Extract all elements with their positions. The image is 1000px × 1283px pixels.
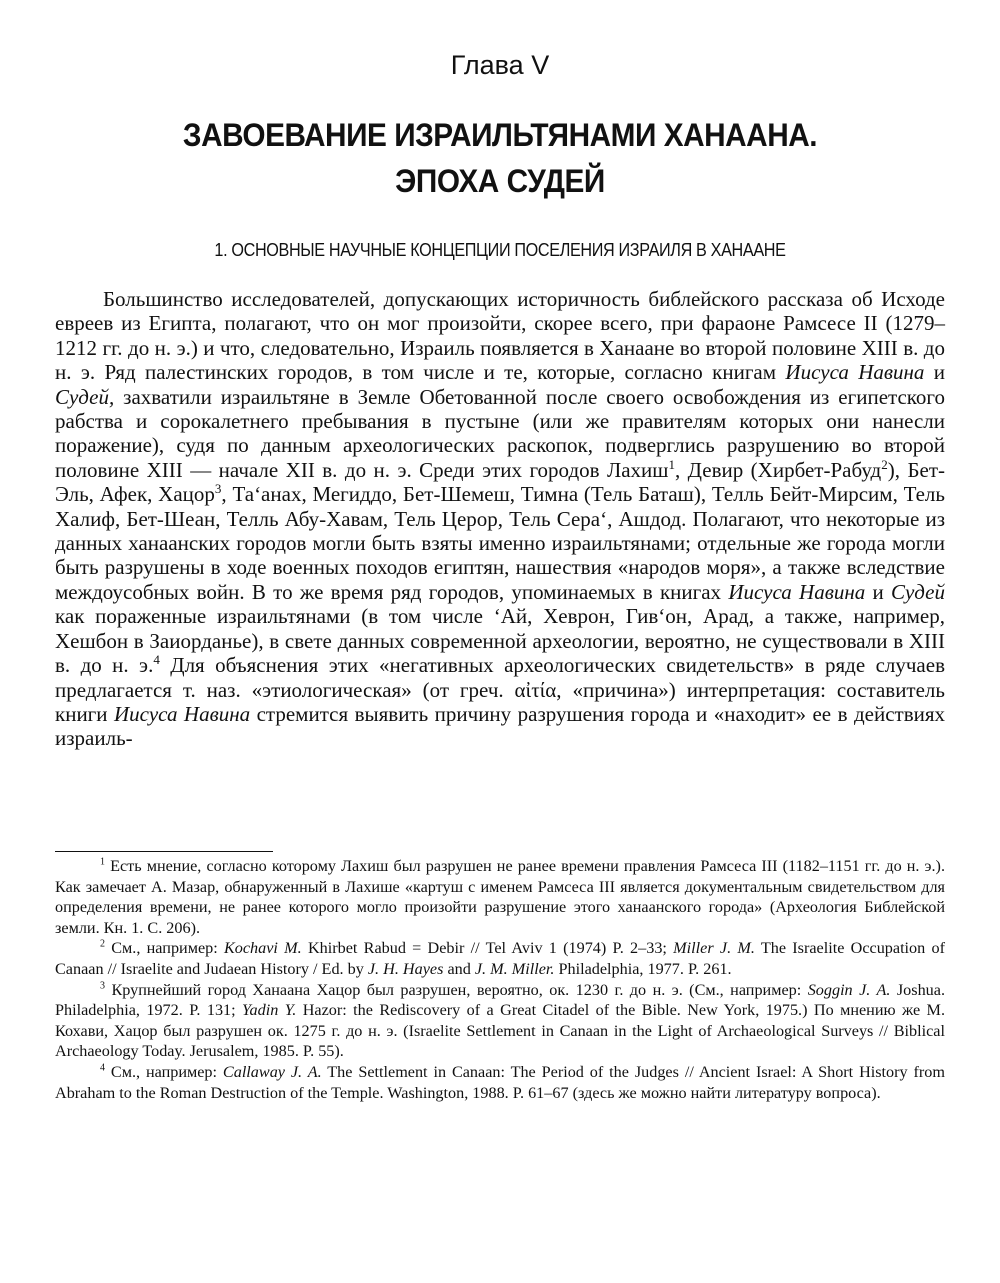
section-heading: 1. ОСНОВНЫЕ НАУЧНЫЕ КОНЦЕПЦИИ ПОСЕЛЕНИЯ ИЗРАИЛЯ В ХАНААНЕ xyxy=(214,240,786,260)
italic-book-title: Иисуса Навина xyxy=(785,360,925,385)
footnote-4 xyxy=(55,1062,945,1103)
body-text-run: ), Бет-Эль, Афек, Хацор xyxy=(55,457,945,507)
footnote-text: Есть мнение, согласно которому Лахиш был разрушен не ранее времени правления Рамсеса III (1182–1151 гг. до н. э.). Как замечает А. Мазар, обнаруженный в Лахише «картуш с именем Рамсеса III является документальным свидетельством для определения времени, не ранее которого могло произойти разрушение этого ханаанского города» (Археология Библейской земли. Кн. 1. С. 206). xyxy=(55,857,945,937)
footnote-text: The Settlement in Canaan: The Period of the Judges // Ancient Israel: A Short History from Abraham to the Roman Destruction of the Temple. Washington, 1988. P. 61–67 (здесь же можно найти литературу вопроса). xyxy=(55,1062,945,1102)
footnote-text: Крупнейший город Ханаана Хацор был разрушен, вероятно, ок. 1230 г. до н. э. (См., например: xyxy=(105,980,808,999)
footnote-author: Kochavi M. xyxy=(223,939,302,958)
body-text-run: и xyxy=(924,360,945,385)
footnote-ref-4[interactable]: 4 xyxy=(153,652,160,668)
footnote-author: Callaway J. A. xyxy=(222,1062,322,1081)
footnote-text: См., например: xyxy=(105,939,224,958)
footnote-1 xyxy=(55,856,945,938)
footnote-number: 4 xyxy=(100,1062,106,1074)
body-paragraph xyxy=(55,287,945,751)
footnote-author: Soggin J. A. xyxy=(807,980,891,999)
italic-book-title: Судей, xyxy=(55,384,115,409)
body-text-run: Для объяснения этих «негативных археологических свидетельств» в ряде случаев предлагается т. наз. «этиологическая» (от греч. αἰτία, «причина») интерпретация: составитель книги xyxy=(55,653,945,726)
body-text-run: как пораженные израильтянами (в том числе ‘Ай, Хеврон, Гив‘он, Арад, а также, например, Хешбон в Заиорданье), в свете данных современной археологии, вероятно, не существовали в XIII в. до н. э. xyxy=(55,604,945,678)
chapter-title xyxy=(86,112,914,204)
footnote-text: The Israelite Occupation of Canaan // Israelite and Judaean History / Ed. by xyxy=(55,939,945,978)
body-text-run: , Та‘анах, Мегиддо, Бет-Шемеш, Тимна (Тель Баташ), Телль Бейт-Мирсим, Тель Халиф, Бет-Шеан, Телль Абу-Хавам, Тель Церор, Тель Сера‘, Ашдод. Полагают, что некоторые из данных ханаанских городов могли быть взяты именно израильтянами; отдельные же города могли быть разрушены в ходе военных походов египтян, нашествия «народов моря», а также вследствие междоусобных войн. В то же время ряд городов, упоминаемых в книгах xyxy=(55,482,945,604)
footnote-2 xyxy=(55,938,945,979)
footnote-text: and xyxy=(443,959,475,978)
footnote-ref-1[interactable]: 1 xyxy=(668,456,675,472)
footnote-number: 1 xyxy=(100,856,106,868)
footnote-author: Yadin Y. xyxy=(242,1001,297,1020)
body-text-run: , Девир (Хирбет-Рабуд xyxy=(674,457,882,482)
body-text-run: захватили израильтяне в Земле Обетованной после своего освобождения из египетского рабства и сорокалетнего пребывания в пустыне (или же правителям которых они нанесли поражение), судя по данным археологических раскопок, подверглись разрушению во второй половине XIII — начале XII в. до н. э. Среди этих городов Лахиш xyxy=(55,384,945,482)
footnote-divider xyxy=(55,851,273,852)
footnote-text: Hazor: the Rediscovery of a Great Citadel of the Bible. New York, 1975.) По мнению же М. Кохави, Хацор был разрушен ок. 1275 г. до н. э. (Israelite Settlement in Canaan in the Light of Archaeological Surveys // Biblical Archaeology Today. Jerusalem, 1985. P. 55). xyxy=(55,1001,945,1061)
footnote-number: 2 xyxy=(100,938,106,950)
footnote-author: J. M. Miller. xyxy=(474,959,555,978)
body-text-run: Большинство исследователей, допускающих историчность библейского рассказа об Исходе евреев из Египта, полагают, что он мог произойти, скорее всего, при фараоне Рамсесе II (1279–1212 гг. до н. э.) и что, следовательно, Израиль появляется в Ханаане во второй половине XIII в. до н. э. Ряд палестинских городов, в том числе и те, которые, согласно книгам xyxy=(55,287,945,385)
footnote-text: Khirbet Rabud = Debir // Tel Aviv 1 (1974) P. 2–33; xyxy=(301,939,674,958)
body-text-run: стремится выявить причину разрушения города и «находит» ее в действиях израиль- xyxy=(55,701,946,751)
chapter-title-line-2: ЭПОХА СУДЕЙ xyxy=(395,163,605,199)
footnote-ref-3[interactable]: 3 xyxy=(214,481,222,497)
italic-book-title: Иисуса Навина xyxy=(728,579,866,604)
footnote-author: Miller J. M. xyxy=(673,939,755,958)
footnotes-section xyxy=(55,856,945,1103)
italic-book-title: Иисуса Навина xyxy=(114,701,251,726)
chapter-title-line-1: ЗАВОЕВАНИЕ ИЗРАИЛЬТЯНАМИ ХАНААНА. xyxy=(182,117,818,153)
chapter-label: Глава V xyxy=(450,50,550,80)
footnote-ref-2[interactable]: 2 xyxy=(881,456,888,472)
italic-book-title: Судей xyxy=(891,579,945,604)
footnote-text: См., например: xyxy=(105,1062,223,1081)
body-text-run: и xyxy=(865,579,892,604)
footnote-3 xyxy=(55,980,945,1062)
footnote-text: Philadelphia, 1977. P. 261. xyxy=(554,959,732,978)
footnote-text: Joshua. Philadelphia, 1972. P. 131; xyxy=(55,980,945,1020)
footnote-number: 3 xyxy=(100,980,106,992)
footnote-author: J. H. Hayes xyxy=(367,959,444,978)
